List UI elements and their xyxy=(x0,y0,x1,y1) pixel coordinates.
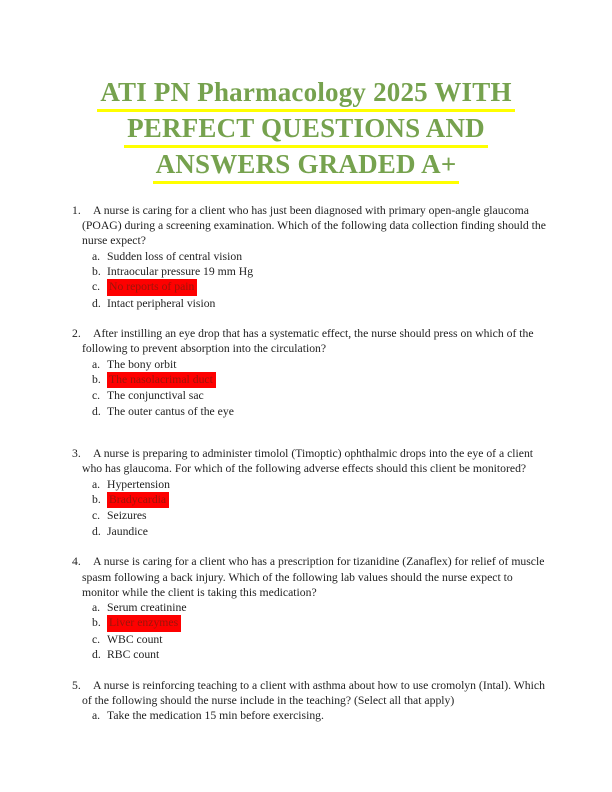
title-line-2: PERFECT QUESTIONS AND xyxy=(124,112,488,148)
option-list xyxy=(82,249,548,312)
answer-option xyxy=(82,357,548,372)
option-text: Hypertension xyxy=(107,477,170,491)
question-text: A nurse is caring for a client who has just been diagnosed with primary open-angle glaucoma (POAG) during a screening examination. Which of the following data collection finding should the nurse expect? xyxy=(82,204,546,248)
answer-option xyxy=(82,264,548,279)
option-text: Take the medication 15 min before exercising. xyxy=(107,708,324,722)
question-text: A nurse is reinforcing teaching to a client with asthma about how to use cromolyn (Intal). Which of the following should the nurse include in the teaching? (Select all that apply) xyxy=(82,678,545,707)
option-letter: c. xyxy=(92,389,101,403)
document-title xyxy=(0,0,612,184)
option-letter: d. xyxy=(92,296,101,310)
question-item xyxy=(72,554,548,662)
question-text: After instilling an eye drop that has a systematic effect, the nurse should press on which of the following to prevent absorption into the circulation? xyxy=(82,327,534,356)
answer-option xyxy=(82,249,548,264)
question-number: 4. xyxy=(72,555,81,569)
option-text: Seizures xyxy=(107,509,147,523)
option-text: Sudden loss of central vision xyxy=(107,249,243,263)
option-list xyxy=(82,357,548,420)
answer-option xyxy=(82,296,548,311)
option-letter: c. xyxy=(92,280,101,294)
answer-option xyxy=(82,600,548,615)
option-text: Intraocular pressure 19 mm Hg xyxy=(107,265,254,279)
answer-option xyxy=(82,708,548,723)
question-item xyxy=(72,678,548,724)
option-text: The conjunctival sac xyxy=(107,389,204,403)
answer-option xyxy=(82,632,548,647)
option-text: Bradycardia xyxy=(107,492,169,508)
question-number: 1. xyxy=(72,204,81,217)
answer-option xyxy=(82,388,548,403)
option-letter: d. xyxy=(92,404,101,418)
title-line-1: ATI PN Pharmacology 2025 WITH xyxy=(97,76,514,112)
option-text: RBC count xyxy=(107,648,160,662)
option-list xyxy=(82,600,548,663)
answer-option xyxy=(82,492,548,508)
option-text: Jaundice xyxy=(107,524,148,538)
option-text: Serum creatinine xyxy=(107,600,187,614)
option-list xyxy=(82,477,548,540)
question-list xyxy=(0,203,612,723)
question-number: 2. xyxy=(72,327,81,341)
question-item xyxy=(72,203,548,311)
option-text: Intact peripheral vision xyxy=(107,296,216,310)
option-letter: a. xyxy=(92,708,101,722)
answer-option xyxy=(82,508,548,523)
answer-option xyxy=(82,279,548,295)
option-letter: a. xyxy=(92,477,101,491)
option-letter: a. xyxy=(92,249,101,263)
option-letter: b. xyxy=(92,493,101,507)
option-letter: a. xyxy=(92,600,101,614)
option-letter: c. xyxy=(92,632,101,646)
answer-option xyxy=(82,372,548,388)
option-text: No reports of pain xyxy=(107,279,197,295)
question-text: A nurse is preparing to administer timolol (Timoptic) ophthalmic drops into the eye of a client who has glaucoma. For which of the following adverse effects should this client be monitored? xyxy=(82,447,534,476)
answer-option xyxy=(82,524,548,539)
option-text: Liver enzymes xyxy=(107,615,181,631)
option-letter: c. xyxy=(92,509,101,523)
option-letter: b. xyxy=(92,616,101,630)
option-text: WBC count xyxy=(107,632,163,646)
option-text: The bony orbit xyxy=(107,357,177,371)
title-line-3: ANSWERS GRADED A+ xyxy=(153,148,460,184)
option-letter: b. xyxy=(92,373,101,387)
option-letter: a. xyxy=(92,357,101,371)
option-letter: b. xyxy=(92,265,101,279)
question-number: 5. xyxy=(72,678,81,692)
option-letter: d. xyxy=(92,648,101,662)
answer-option xyxy=(82,404,548,419)
option-list xyxy=(82,708,548,723)
question-text: A nurse is caring for a client who has a prescription for tizanidine (Zanaflex) for relief of muscle spasm following a back injury. Which of the following lab values should the nurse expect to monitor while the client is taking this medication? xyxy=(82,555,545,599)
question-item xyxy=(72,326,548,419)
option-text: The outer cantus of the eye xyxy=(107,404,234,418)
option-text: The nasolacrimal duct xyxy=(107,372,216,388)
answer-option xyxy=(82,477,548,492)
answer-option xyxy=(82,615,548,631)
answer-option xyxy=(82,647,548,662)
question-number: 3. xyxy=(72,447,81,461)
question-item xyxy=(72,446,548,539)
option-letter: d. xyxy=(92,524,101,538)
